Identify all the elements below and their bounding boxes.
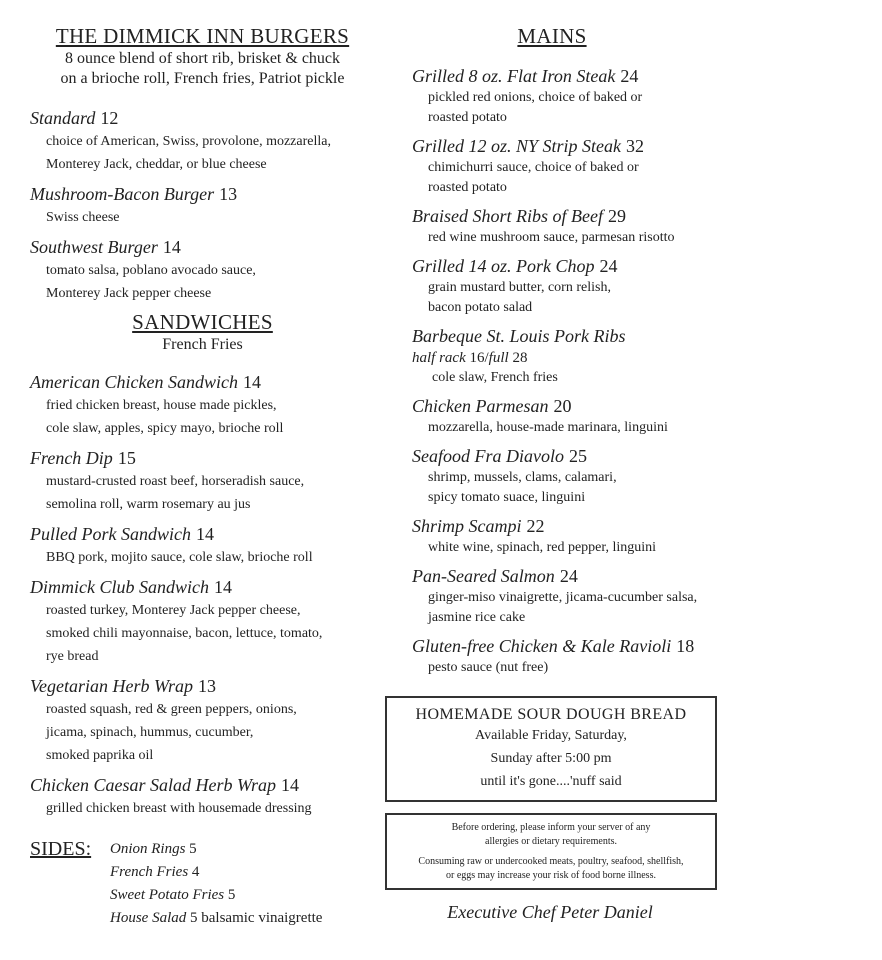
item-name: Pulled Pork Sandwich	[30, 524, 191, 544]
burgers-section	[30, 24, 375, 89]
sides-section	[30, 838, 385, 930]
item-desc: Swiss cheese	[46, 210, 120, 225]
menu-item	[30, 182, 385, 229]
item-name: Gluten-free Chicken & Kale Ravioli	[412, 636, 672, 656]
item-desc: Monterey Jack pepper cheese	[46, 286, 212, 301]
bread-title: HOMEMADE SOUR DOUGH BREAD	[415, 706, 687, 723]
item-name: Vegetarian Herb Wrap	[30, 676, 193, 696]
item-price: 32	[626, 136, 645, 156]
side-name: Sweet Potato Fries	[110, 887, 225, 903]
item-name: Grilled 14 oz. Pork Chop	[412, 256, 595, 276]
menu-item	[412, 64, 732, 128]
item-desc: choice of American, Swiss, provolone, mozzarella,	[46, 134, 331, 149]
item-desc: white wine, spinach, red pepper, linguini	[428, 540, 657, 555]
sides-title: SIDES:	[30, 838, 92, 860]
menu-item	[412, 254, 732, 318]
burgers-subtitle-2: on a brioche roll, French fries, Patriot pickle	[60, 70, 345, 87]
allergy-notice	[385, 813, 717, 890]
item-desc: cole slaw, French fries	[432, 370, 558, 385]
item-desc: fried chicken breast, house made pickles,	[46, 398, 277, 413]
item-desc: roasted potato	[428, 180, 507, 195]
item-desc: pesto sauce (nut free)	[428, 660, 549, 675]
item-price: 24	[620, 66, 639, 86]
menu-item	[412, 634, 732, 678]
bread-line: Available Friday, Saturday,	[475, 728, 627, 743]
ribs-prices	[412, 348, 732, 368]
allergy-line: Consuming raw or undercooked meats, poultry, seafood, shellfish,	[418, 856, 684, 867]
half-rack-price: 16/	[469, 350, 489, 366]
full-rack-price: 28	[512, 350, 528, 366]
side-item	[110, 861, 322, 884]
menu-item	[412, 324, 732, 388]
mains-section	[412, 24, 692, 49]
bread-box	[385, 696, 717, 802]
item-price: 24	[559, 566, 578, 586]
item-name: Southwest Burger	[30, 237, 158, 257]
item-desc: roasted squash, red & green peppers, onions,	[46, 702, 297, 717]
item-name: Dimmick Club Sandwich	[30, 577, 209, 597]
side-price: 5	[227, 887, 236, 903]
item-name: Pan-Seared Salmon	[412, 566, 555, 586]
item-desc: shrimp, mussels, clams, calamari,	[428, 470, 617, 485]
side-price: 4	[191, 864, 200, 880]
burgers-title: THE DIMMICK INN BURGERS	[55, 24, 350, 48]
item-name: Mushroom-Bacon Burger	[30, 184, 215, 204]
item-price: 14	[213, 577, 232, 597]
item-desc: semolina roll, warm rosemary au jus	[46, 497, 251, 512]
full-rack-label: full	[488, 350, 509, 366]
item-name: Standard	[30, 108, 96, 128]
item-desc: jicama, spinach, hummus, cucumber,	[46, 725, 254, 740]
menu-item	[30, 370, 385, 440]
item-name: Grilled 12 oz. NY Strip Steak	[412, 136, 622, 156]
allergy-line: Before ordering, please inform your server of any	[451, 822, 651, 833]
item-desc: mozzarella, house-made marinara, linguini	[428, 420, 668, 435]
item-desc: jasmine rice cake	[428, 610, 526, 625]
item-price: 14	[280, 775, 299, 795]
item-price: 12	[100, 108, 119, 128]
bread-line: until it's gone....'nuff said	[480, 774, 622, 789]
allergy-line: allergies or dietary requirements.	[485, 836, 617, 847]
item-name: Chicken Caesar Salad Herb Wrap	[30, 775, 276, 795]
item-desc: bacon potato salad	[428, 300, 533, 315]
item-desc: smoked paprika oil	[46, 748, 154, 763]
side-price: 5	[190, 910, 198, 926]
item-price: 29	[607, 206, 626, 226]
item-desc: grilled chicken breast with housemade dressing	[46, 801, 312, 816]
mains-list	[412, 58, 732, 678]
menu-item	[30, 106, 385, 176]
burgers-subtitle-1: 8 ounce blend of short rib, brisket & chuck	[64, 50, 341, 67]
item-name: Shrimp Scampi	[412, 516, 522, 536]
item-price: 14	[162, 237, 181, 257]
menu-item	[30, 674, 385, 767]
menu-item	[30, 773, 385, 820]
sandwiches-section	[30, 310, 375, 355]
executive-chef: Executive Chef Peter Daniel	[447, 902, 653, 922]
side-name: House Salad	[110, 910, 187, 926]
item-desc: Monterey Jack, cheddar, or blue cheese	[46, 157, 267, 172]
sandwiches-title: SANDWICHES	[132, 310, 273, 334]
item-desc: rye bread	[46, 649, 99, 664]
menu-item	[412, 444, 732, 508]
menu-item	[30, 235, 385, 305]
item-desc: roasted potato	[428, 110, 507, 125]
item-price: 20	[553, 396, 572, 416]
item-name: Chicken Parmesan	[412, 396, 549, 416]
item-desc: pickled red onions, choice of baked or	[428, 90, 643, 105]
side-item	[110, 907, 322, 930]
item-desc: roasted turkey, Monterey Jack pepper cheese,	[46, 603, 301, 618]
sandwiches-list	[30, 364, 385, 820]
item-desc: chimichurri sauce, choice of baked or	[428, 160, 639, 175]
item-desc: BBQ pork, mojito sauce, cole slaw, brioche roll	[46, 550, 313, 565]
item-desc: spicy tomato suace, linguini	[428, 490, 586, 505]
item-name: French Dip	[30, 448, 113, 468]
menu-item	[412, 564, 732, 628]
item-price: 22	[526, 516, 545, 536]
menu-item	[30, 575, 385, 668]
item-price: 13	[197, 676, 216, 696]
item-price: 14	[242, 372, 261, 392]
item-desc: cole slaw, apples, spicy mayo, brioche roll	[46, 421, 284, 436]
side-item	[110, 838, 322, 861]
item-price: 24	[599, 256, 618, 276]
item-price: 18	[676, 636, 695, 656]
item-name: Grilled 8 oz. Flat Iron Steak	[412, 66, 616, 86]
side-note: balsamic vinaigrette	[201, 910, 323, 926]
item-desc: ginger-miso vinaigrette, jicama-cucumber salsa,	[428, 590, 698, 605]
allergy-line: or eggs may increase your risk of food borne illness.	[446, 870, 656, 881]
burgers-list	[30, 100, 385, 305]
side-name: Onion Rings	[110, 841, 186, 857]
mains-title: MAINS	[517, 24, 587, 48]
menu-item	[30, 446, 385, 516]
side-price: 5	[189, 841, 197, 857]
item-name: Barbeque St. Louis Pork Ribs	[412, 326, 626, 346]
menu-item	[412, 134, 732, 198]
half-rack-label: half rack	[412, 350, 466, 366]
item-name: American Chicken Sandwich	[30, 372, 238, 392]
item-price: 15	[117, 448, 136, 468]
item-desc: grain mustard butter, corn relish,	[428, 280, 611, 295]
menu-item	[30, 522, 385, 569]
item-name: Seafood Fra Diavolo	[412, 446, 564, 466]
item-price: 25	[568, 446, 587, 466]
item-price: 13	[219, 184, 238, 204]
side-name: French Fries	[110, 864, 189, 880]
item-desc: smoked chili mayonnaise, bacon, lettuce, tomato,	[46, 626, 323, 641]
item-desc: red wine mushroom sauce, parmesan risotto	[428, 230, 675, 245]
sandwiches-subtitle: French Fries	[162, 336, 243, 353]
side-item	[110, 884, 322, 907]
menu-item	[412, 394, 732, 438]
item-desc: tomato salsa, poblano avocado sauce,	[46, 263, 256, 278]
menu-item	[412, 514, 732, 558]
bread-line: Sunday after 5:00 pm	[490, 751, 612, 766]
item-name: Braised Short Ribs of Beef	[412, 206, 603, 226]
item-desc: mustard-crusted roast beef, horseradish sauce,	[46, 474, 305, 489]
menu-item	[412, 204, 732, 248]
item-price: 14	[195, 524, 214, 544]
